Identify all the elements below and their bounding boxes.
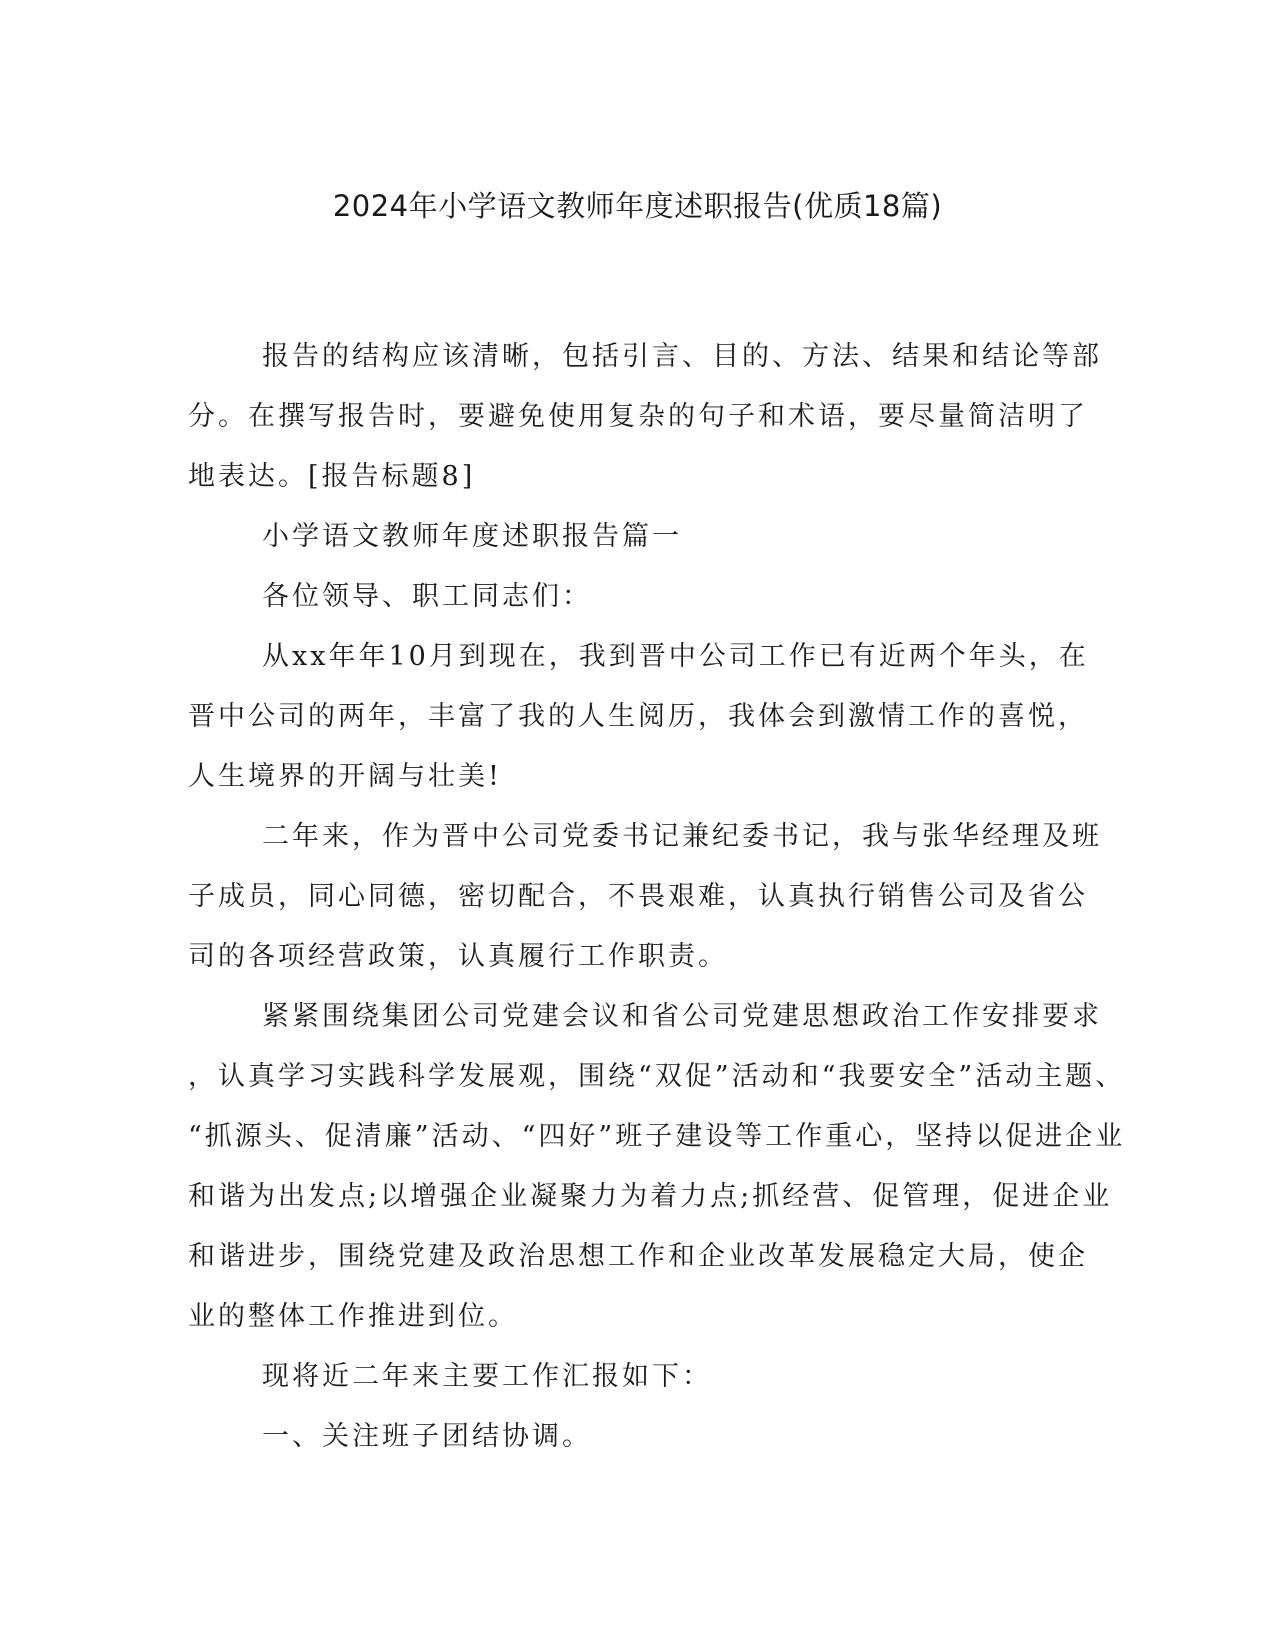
body-line: 晋中公司的两年，丰富了我的人生阅历，我体会到激情工作的喜悦，: [188, 701, 1088, 732]
body-line: 和谐进步，围绕党建及政治思想工作和企业改革发展稳定大局，使企: [188, 1241, 1088, 1272]
body-line: 子成员，同心同德，密切配合，不畏艰难，认真执行销售公司及省公: [188, 881, 1088, 912]
body-line: 人生境界的开阔与壮美!: [188, 761, 502, 792]
body-line: 报告的结构应该清晰，包括引言、目的、方法、结果和结论等部: [262, 341, 1102, 372]
body-line: 分。在撰写报告时，要避免使用复杂的句子和术语，要尽量简洁明了: [188, 401, 1088, 432]
section-heading: 一、关注班子团结协调。: [262, 1421, 592, 1452]
body-line: 二年来，作为晋中公司党委书记兼纪委书记，我与张华经理及班: [262, 821, 1102, 852]
section-heading: 小学语文教师年度述职报告篇一: [262, 521, 682, 552]
body-line: 从xx年年10月到现在，我到晋中公司工作已有近两个年头，在: [262, 641, 1089, 672]
salutation: 各位领导、职工同志们：: [262, 581, 592, 612]
body-line: 现将近二年来主要工作汇报如下：: [262, 1361, 712, 1392]
body-line: 紧紧围绕集团公司党建会议和省公司党建思想政治工作安排要求: [262, 1001, 1102, 1032]
body-line: 地表达。[报告标题8]: [188, 461, 476, 492]
document-body: [188, 327, 1126, 1467]
body-line: 业的整体工作推进到位。: [188, 1301, 518, 1332]
document-title: 2024年小学语文教师年度述职报告(优质18篇): [332, 189, 943, 223]
body-line: 司的各项经营政策，认真履行工作职责。: [188, 941, 728, 972]
body-line: “抓源头、促清廉”活动、“四好”班子建设等工作重心，坚持以促进企业: [188, 1121, 1126, 1152]
body-line: ，认真学习实践科学发展观，围绕“双促”活动和“我要安全”活动主题、: [188, 1061, 1126, 1092]
body-line: 和谐为出发点;以增强企业凝聚力为着力点;抓经营、促管理，促进企业: [188, 1181, 1113, 1212]
